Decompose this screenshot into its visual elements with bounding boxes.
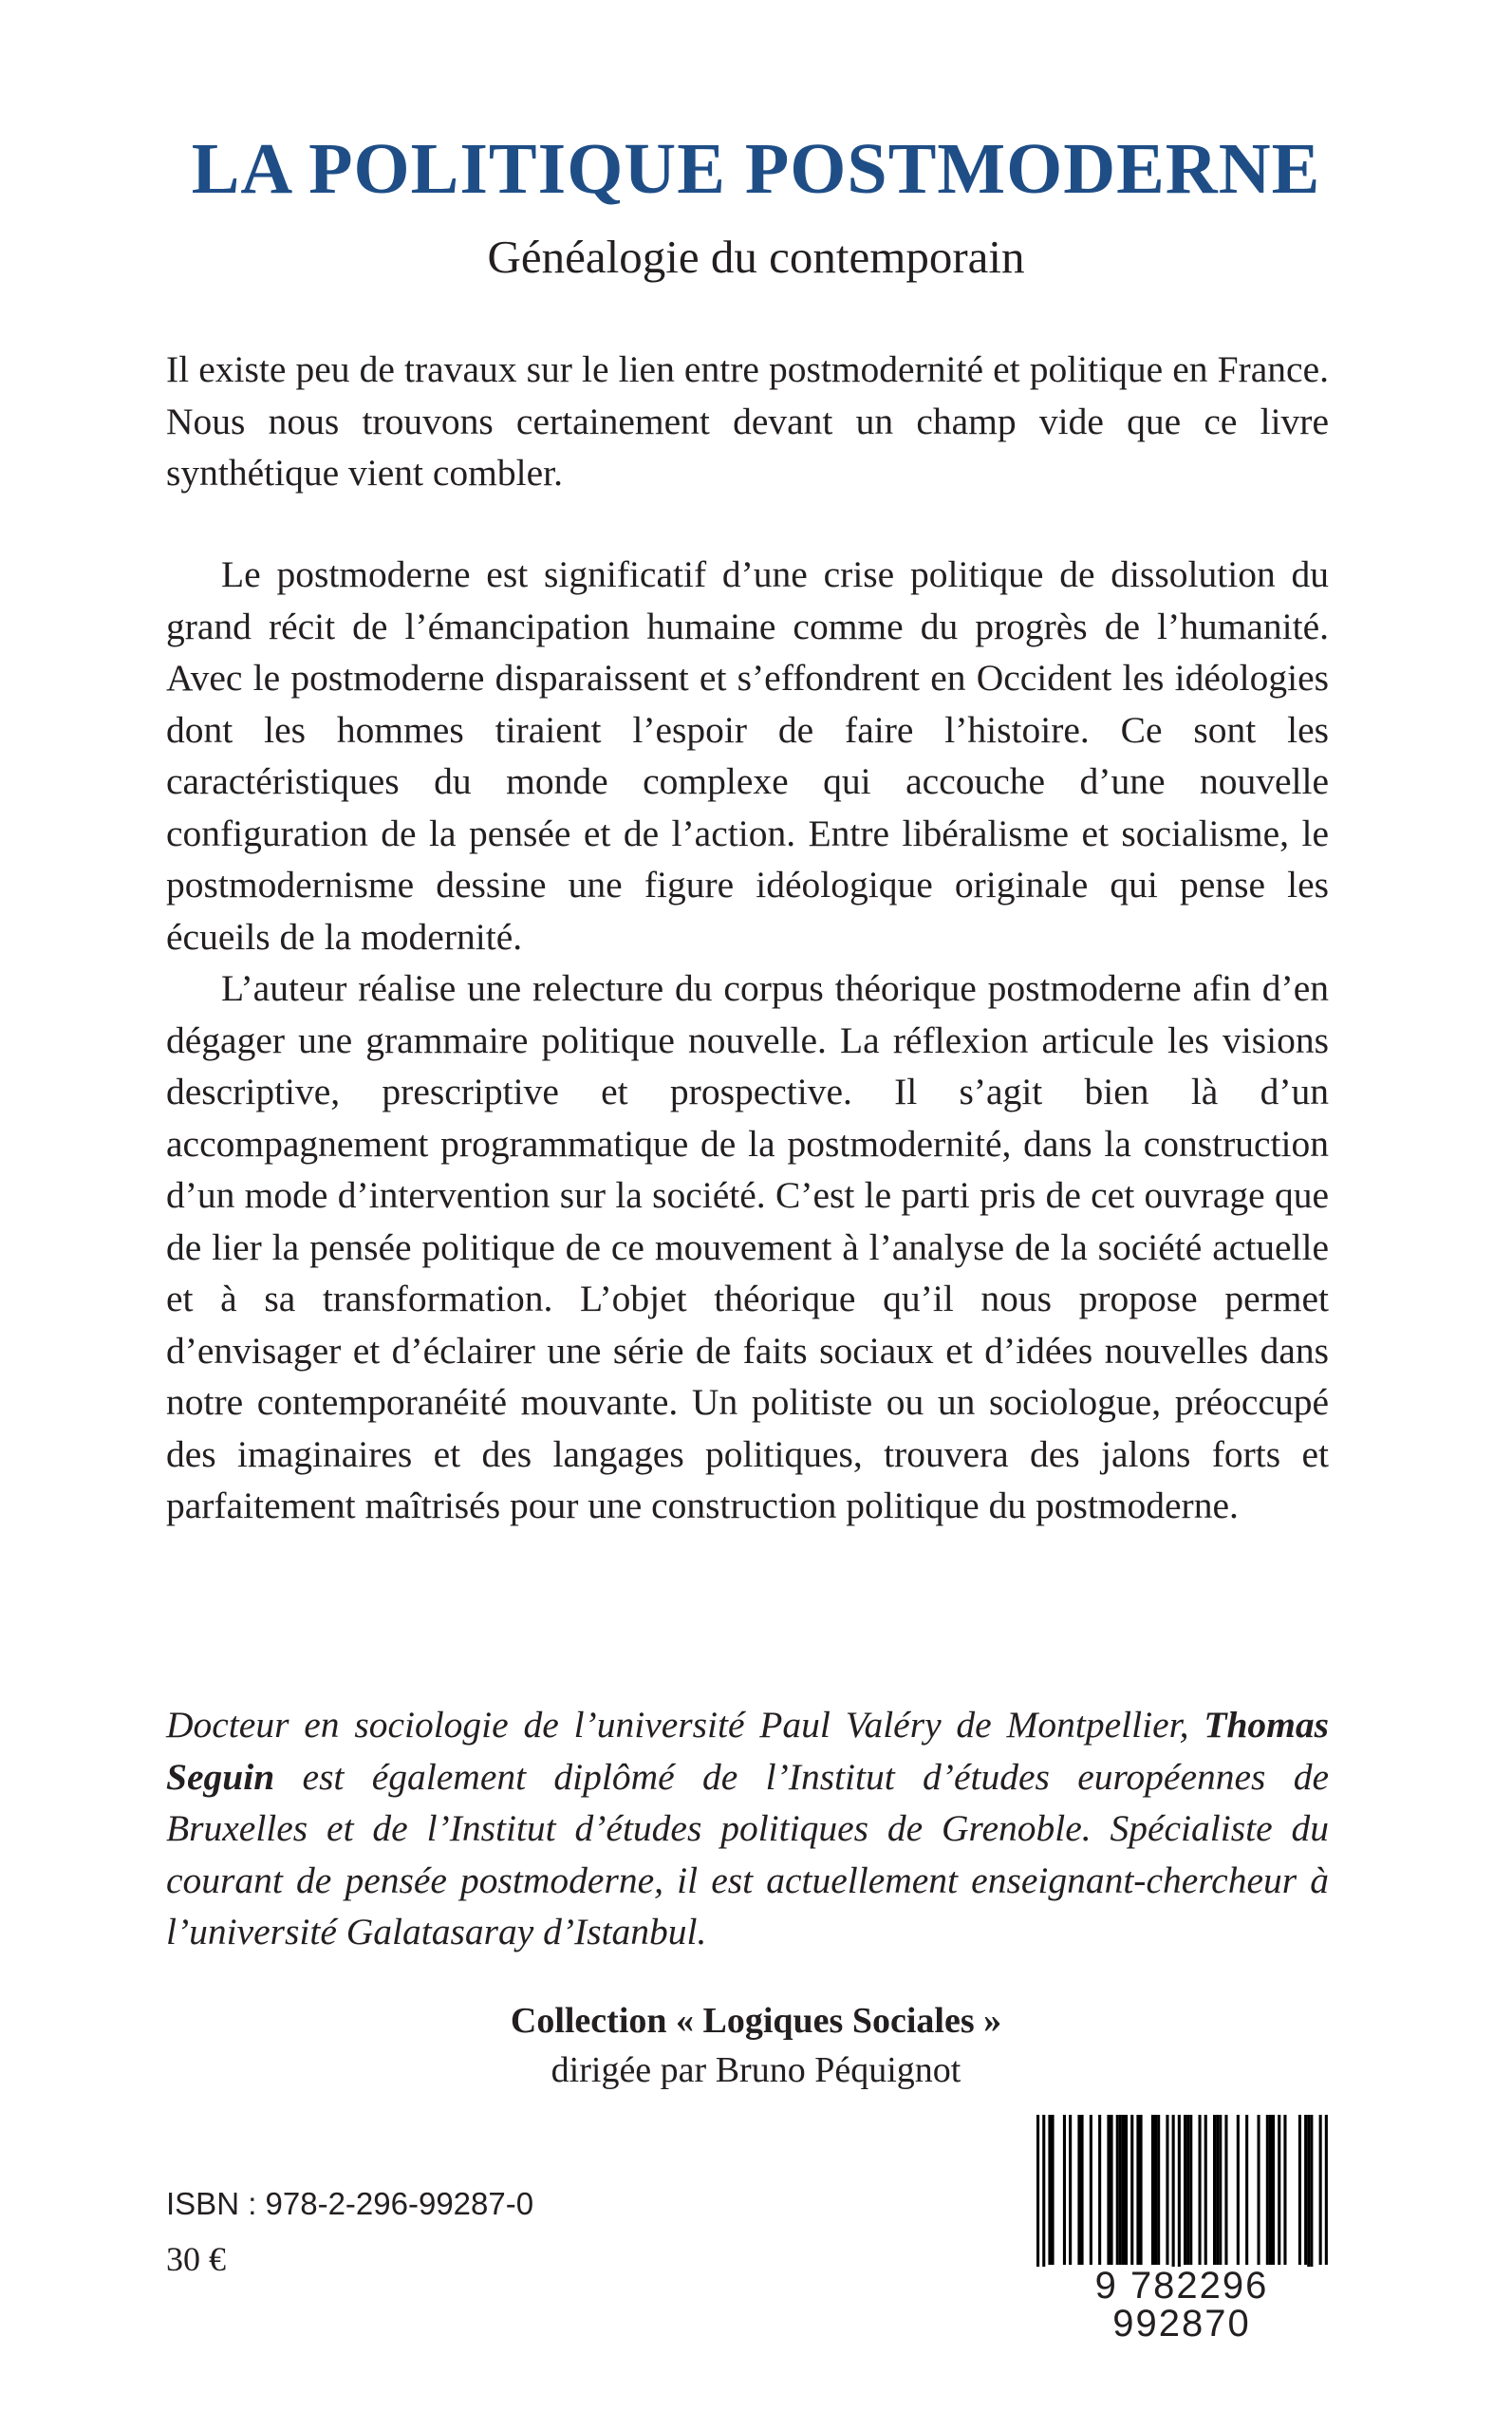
barcode-bar [1186,2115,1189,2265]
book-title: LA POLITIQUE POSTMODERNE [191,129,1321,209]
barcode-bar [1098,2115,1101,2265]
author-name: Thomas Seguin [166,1704,1330,1798]
barcode-bar [1184,2115,1186,2265]
book-subtitle: Généalogie du contemporain [487,231,1025,283]
collection-director: dirigée par Bruno Péquignot [551,2050,961,2090]
blurb-body [166,549,1329,1532]
barcode-digits: 9 782296 992870 [1027,2267,1336,2343]
barcode-bar [1199,2115,1202,2265]
blurb-paragraph-1: Le postmoderne est significatif d’une crise politique de dissolution du grand récit de l’émancipation humaine comme du progrès de l’humanité. Avec le postmoderne disparaissent et s’effondrent en Occident les idéologies dont les hommes tiraient l’espoir de faire l’histoire. Ce sont les caractéristiques du monde complexe qui accouche d’une nouvelle configuration de la pensée et de l’action. Entre libéralisme et socialisme, le postmodernisme dessine une figure idéologique originale qui pense les écueils de la modernité. [166,553,1329,958]
barcode-bar [1130,2115,1133,2265]
barcode-bar [1269,2115,1272,2265]
barcode-bar [1310,2115,1313,2281]
barcode-bar [1090,2115,1092,2265]
barcode-bar [1140,2115,1143,2265]
intro-paragraph [166,344,1329,499]
barcode-bar [1042,2115,1045,2281]
barcode-bar [1319,2115,1322,2265]
barcode-bar [1283,2115,1286,2265]
barcode-bar [1069,2115,1072,2265]
barcode-bar [1216,2115,1219,2265]
barcode-bar [1178,2115,1181,2281]
barcode-bar [1048,2115,1051,2265]
barcode-bar [1266,2115,1269,2265]
barcode-bar [1166,2115,1168,2265]
barcode-bar [1151,2115,1154,2265]
barcode-bar [1036,2115,1039,2281]
barcode-bar [1154,2115,1157,2265]
barcode-bar [1237,2115,1240,2265]
isbn: ISBN : 978-2-296-99287-0 [166,2186,534,2221]
barcode-bar [1136,2115,1139,2265]
barcode-bar [1077,2115,1080,2265]
intro-text: Il existe peu de travaux sur le lien entre postmodernité et politique en France. Nous nous trouvons certainement devant un champ vide que ce livre synthétique vient combler. [166,348,1329,494]
barcode-bar [1122,2115,1125,2265]
barcode-bar [1125,2115,1128,2265]
barcode-bar [1298,2115,1301,2265]
barcode-bar [1107,2115,1110,2265]
bio-rest: est également diplômé de l’Institut d’études européennes de Bruxelles et de l’Institut d’études politiques de Grenoble. Spécialiste du courant de pensée postmoderne, il est actuellement enseignant-chercheur à l’université Galatasaray d’Istanbul. [166,1755,1330,1952]
barcode-bar [1325,2115,1328,2265]
barcode-bar [1213,2115,1216,2265]
barcode-bar [1157,2115,1160,2265]
author-bio [166,1699,1329,1958]
barcode-bar [1307,2115,1310,2281]
barcode-bar [1081,2115,1084,2265]
barcode-bar [1189,2115,1192,2265]
price: 30 € [166,2240,226,2278]
barcode-bar [1119,2115,1122,2265]
barcode-bar [1111,2115,1113,2265]
barcode-bar [1224,2115,1227,2265]
bio-lead: Docteur en sociologie de l’université Paul Valéry de Montpellier, [166,1704,1189,1746]
blurb-paragraph-2: L’auteur réalise une relecture du corpus théorique postmoderne afin d’en dégager une grammaire politique nouvelle. La réflexion articule les visions descriptive, prescriptive et prospective. Il s’agit bien là d’un accompagnement programmatique de la postmodernité, dans la construction d’un mode d’intervention sur la société. C’est le parti pris de cet ouvrage que de lier la pensée politique de ce mouvement à l’analyse de la société actuelle et à sa transformation. L’objet théorique qu’il nous propose permet d’envisager et d’éclairer une série de faits sociaux et d’idées nouvelles dans notre contemporanéité mouvante. Un politiste ou un sociologue, préoccupé des imaginaires et des langages politiques, trouvera des jalons forts et parfaitement maîtrisés pour une construction politique du postmoderne. [166,967,1329,1526]
barcode-bar [1063,2115,1066,2265]
barcode-bar [1116,2115,1119,2265]
barcode-bar [1278,2115,1280,2265]
barcode-bar [1272,2115,1275,2265]
collection-name: Collection « Logiques Sociales » [510,2001,1002,2041]
barcode-bar [1204,2115,1207,2265]
barcode-bar [1258,2115,1260,2265]
barcode-bar [1245,2115,1248,2265]
barcode-bar [1304,2115,1307,2265]
barcode-bar [1172,2115,1175,2281]
barcode-bar [1219,2115,1222,2265]
barcode-bar [1052,2115,1055,2265]
